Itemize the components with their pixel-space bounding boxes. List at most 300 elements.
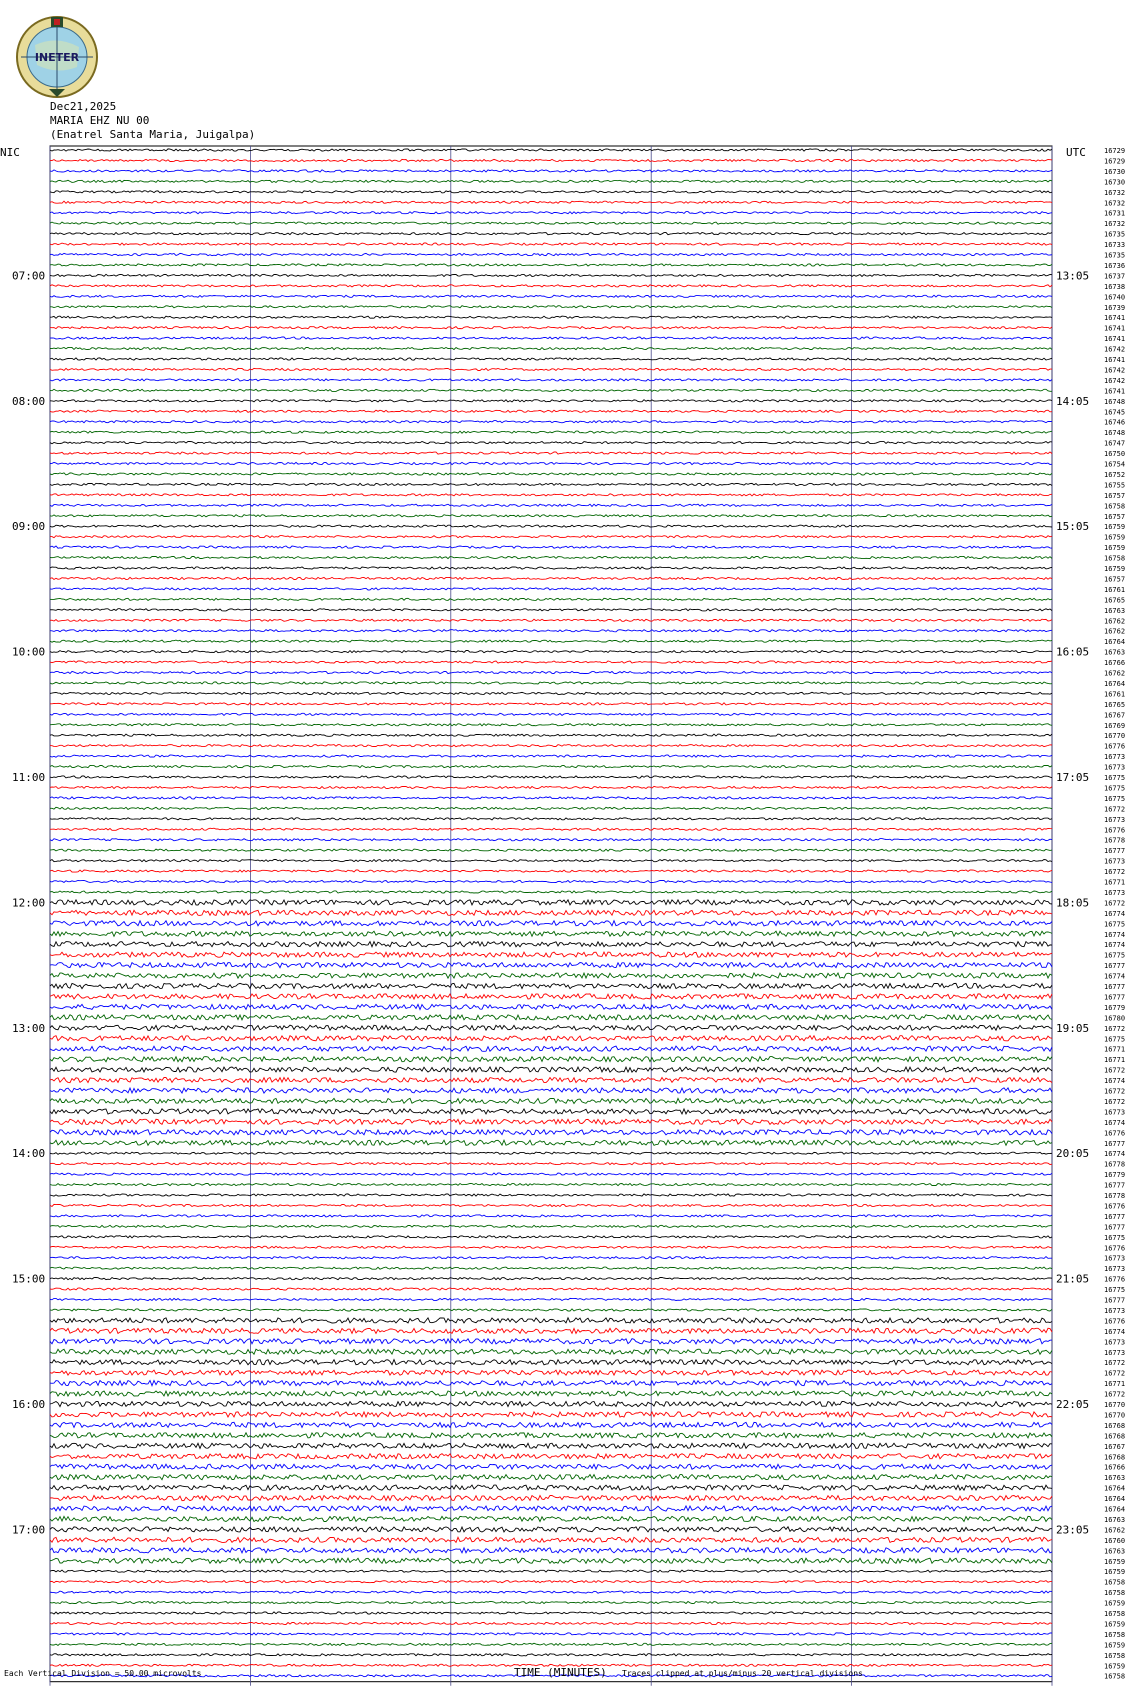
trace-line xyxy=(50,1516,1052,1521)
trace-right-label: 16741 xyxy=(1104,324,1126,333)
trace-right-label: 16778 xyxy=(1104,836,1126,845)
trace-line xyxy=(50,1360,1052,1365)
trace-line xyxy=(50,745,1052,747)
trace-line xyxy=(50,724,1052,726)
trace-line xyxy=(50,807,1052,809)
trace-line xyxy=(50,661,1052,663)
station-name: MARIA EHZ NU 00 xyxy=(50,114,150,127)
left-hour-label: 08:00 xyxy=(12,394,46,408)
trace-right-label: 16765 xyxy=(1104,596,1126,605)
trace-line xyxy=(50,1246,1052,1248)
trace-line xyxy=(50,1204,1052,1206)
trace-line xyxy=(50,483,1052,485)
trace-right-label: 16731 xyxy=(1104,209,1126,218)
trace-line xyxy=(50,525,1052,527)
trace-right-label: 16759 xyxy=(1104,1662,1126,1671)
trace-right-label: 16733 xyxy=(1104,241,1126,250)
trace-line xyxy=(50,1454,1052,1459)
trace-right-label: 16764 xyxy=(1104,1495,1126,1504)
trace-right-label: 16741 xyxy=(1104,335,1126,344)
trace-right-label: 16758 xyxy=(1104,1578,1126,1587)
trace-line xyxy=(50,358,1052,360)
trace-right-label: 16740 xyxy=(1104,293,1126,302)
logo-text: INETER xyxy=(35,51,80,64)
chart-date: Dec21,2025 xyxy=(50,100,117,113)
trace-right-label: 16758 xyxy=(1104,554,1126,563)
trace-line xyxy=(50,1078,1052,1083)
trace-right-label: 16759 xyxy=(1104,544,1126,553)
trace-right-label: 16774 xyxy=(1104,941,1126,950)
trace-right-label: 16777 xyxy=(1104,983,1126,991)
trace-right-label: 16771 xyxy=(1104,878,1126,887)
trace-right-label: 16777 xyxy=(1104,962,1126,971)
trace-right-label: 16775 xyxy=(1104,794,1126,803)
trace-line xyxy=(50,379,1052,381)
trace-right-label: 16758 xyxy=(1104,1589,1126,1598)
left-hour-label: 14:00 xyxy=(12,1147,46,1161)
trace-line xyxy=(50,494,1052,496)
right-hour-label: 17:05 xyxy=(1056,771,1090,784)
left-hour-label: 13:00 xyxy=(12,1021,46,1035)
plot-frame xyxy=(50,146,1052,1682)
trace-right-label: 16735 xyxy=(1104,230,1126,239)
trace-right-label: 16777 xyxy=(1104,1212,1126,1221)
trace-right-label: 16766 xyxy=(1104,659,1126,668)
trace-line xyxy=(50,1225,1052,1227)
trace-line xyxy=(50,1591,1052,1593)
right-hour-label: 13:05 xyxy=(1056,269,1090,283)
right-hour-label: 20:05 xyxy=(1056,1147,1090,1161)
trace-line xyxy=(50,849,1052,851)
trace-right-label: 16772 xyxy=(1104,805,1126,814)
trace-right-label: 16759 xyxy=(1104,1641,1126,1650)
trace-line xyxy=(50,1152,1052,1154)
trace-right-label: 16773 xyxy=(1104,815,1126,824)
trace-right-label: 16762 xyxy=(1104,617,1126,626)
trace-right-label: 16774 xyxy=(1104,1150,1126,1159)
trace-right-label: 16763 xyxy=(1104,1515,1126,1524)
trace-line xyxy=(50,442,1052,444)
trace-line xyxy=(50,755,1052,757)
trace-line xyxy=(50,243,1052,245)
trace-line xyxy=(50,1119,1052,1124)
trace-line xyxy=(50,1570,1052,1572)
trace-right-label: 16739 xyxy=(1104,303,1126,312)
trace-right-label: 16757 xyxy=(1104,512,1126,521)
trace-line xyxy=(50,952,1052,957)
trace-right-label: 16774 xyxy=(1104,909,1126,918)
left-hour-label: 15:00 xyxy=(12,1272,46,1286)
time-grid xyxy=(50,146,1052,1686)
left-hour-label: 07:00 xyxy=(12,269,46,283)
right-hour-label: 15:05 xyxy=(1056,520,1090,534)
trace-line xyxy=(50,1288,1052,1290)
trace-right-label: 16773 xyxy=(1104,1265,1126,1274)
trace-line xyxy=(50,1622,1052,1624)
trace-line xyxy=(50,233,1052,235)
trace-line xyxy=(50,1184,1052,1186)
trace-right-label: 16770 xyxy=(1104,732,1126,741)
trace-right-label: 16760 xyxy=(1104,1536,1126,1545)
trace-line xyxy=(50,973,1052,978)
trace-line xyxy=(50,598,1052,600)
trace-line xyxy=(50,839,1052,841)
trace-line xyxy=(50,1381,1052,1386)
trace-right-label: 16776 xyxy=(1104,1317,1126,1326)
trace-line xyxy=(50,170,1052,172)
trace-line xyxy=(50,149,1052,151)
trace-line xyxy=(50,797,1052,799)
trace-right-label: 16759 xyxy=(1104,533,1126,542)
trace-right-label: 16772 xyxy=(1104,1359,1126,1368)
trace-right-label: 16776 xyxy=(1104,1244,1126,1253)
trace-right-label: 16759 xyxy=(1104,523,1126,532)
trace-line xyxy=(50,818,1052,820)
trace-right-label: 16763 xyxy=(1104,1474,1126,1483)
right-hour-label: 16:05 xyxy=(1056,645,1090,659)
trace-right-label: 16772 xyxy=(1104,1369,1126,1378)
trace-line xyxy=(50,1464,1052,1469)
trace-line xyxy=(50,536,1052,538)
trace-line xyxy=(50,431,1052,433)
trace-right-label: 16741 xyxy=(1104,314,1126,323)
trace-line xyxy=(50,1328,1052,1333)
trace-right-label: 16772 xyxy=(1104,1066,1126,1075)
trace-line xyxy=(50,994,1052,999)
trace-right-label: 16741 xyxy=(1104,387,1126,396)
trace-right-label: 16738 xyxy=(1104,282,1126,291)
trace-right-label: 16773 xyxy=(1104,753,1126,762)
trace-line xyxy=(50,1015,1052,1020)
trace-right-label: 16773 xyxy=(1104,1306,1126,1315)
trace-right-label: 16777 xyxy=(1104,1223,1126,1232)
trace-right-label: 16764 xyxy=(1104,679,1126,688)
left-hour-label: 10:00 xyxy=(12,645,46,659)
trace-line xyxy=(50,630,1052,632)
trace-right-label: 16759 xyxy=(1104,565,1126,573)
trace-right-label: 16772 xyxy=(1104,1087,1126,1096)
trace-right-label: 16772 xyxy=(1104,899,1126,908)
trace-right-label: 16779 xyxy=(1104,1003,1126,1012)
trace-right-label: 16778 xyxy=(1104,1160,1126,1169)
trace-right-label: 16766 xyxy=(1104,1463,1126,1472)
trace-right-label: 16773 xyxy=(1104,857,1126,866)
trace-line xyxy=(50,389,1052,391)
trace-right-label: 16754 xyxy=(1104,460,1126,469)
trace-right-label: 16735 xyxy=(1104,251,1126,260)
trace-right-label: 16773 xyxy=(1104,1348,1126,1357)
trace-line xyxy=(50,159,1052,161)
right-hour-label: 21:05 xyxy=(1056,1272,1090,1286)
trace-line xyxy=(50,828,1052,830)
trace-right-label: 16758 xyxy=(1104,1651,1126,1660)
trace-right-label: 16732 xyxy=(1104,188,1126,197)
trace-line xyxy=(50,1318,1052,1323)
right-axis-label: UTC xyxy=(1066,146,1086,159)
trace-right-label: 16777 xyxy=(1104,1181,1126,1190)
trace-right-label: 16770 xyxy=(1104,1411,1126,1420)
trace-right-label: 16773 xyxy=(1104,1254,1126,1263)
trace-line xyxy=(50,462,1052,464)
trace-right-label: 16772 xyxy=(1104,1024,1126,1033)
trace-right-label: 16775 xyxy=(1104,784,1126,793)
trace-right-label: 16761 xyxy=(1104,690,1126,699)
trace-right-label: 16773 xyxy=(1104,1108,1126,1117)
trace-line xyxy=(50,1267,1052,1269)
left-hour-label: 12:00 xyxy=(12,896,46,910)
trace-right-label: 16729 xyxy=(1104,147,1126,155)
right-hour-label: 18:05 xyxy=(1056,896,1090,910)
trace-right-label: 16736 xyxy=(1104,261,1126,270)
trace-line xyxy=(50,274,1052,276)
trace-line xyxy=(50,1370,1052,1375)
trace-right-label: 16759 xyxy=(1104,1568,1126,1577)
trace-line xyxy=(50,421,1052,423)
trace-line xyxy=(50,1278,1052,1280)
trace-line xyxy=(50,368,1052,370)
trace-line xyxy=(50,1025,1052,1030)
trace-right-label: 16750 xyxy=(1104,450,1126,459)
trace-right-label: 16748 xyxy=(1104,429,1126,438)
trace-right-label: 16741 xyxy=(1104,356,1126,364)
trace-line xyxy=(50,734,1052,736)
left-hour-label: 11:00 xyxy=(12,771,46,784)
trace-right-label: 16758 xyxy=(1104,1630,1126,1639)
trace-line xyxy=(50,306,1052,308)
trace-line xyxy=(50,557,1052,559)
trace-line xyxy=(50,1067,1052,1072)
trace-line xyxy=(50,452,1052,454)
vertical-division-note: Each Vertical Division = 50.00 microvolts xyxy=(4,1669,202,1678)
trace-line xyxy=(50,191,1052,193)
trace-line xyxy=(50,1654,1052,1656)
trace-right-label: 16742 xyxy=(1104,366,1126,375)
trace-right-label: 16772 xyxy=(1104,868,1126,877)
trace-line xyxy=(50,1046,1052,1051)
trace-right-label: 16776 xyxy=(1104,1275,1126,1284)
trace-right-label: 16764 xyxy=(1104,1484,1126,1493)
trace-right-label: 16763 xyxy=(1104,1547,1126,1556)
trace-line xyxy=(50,671,1052,673)
trace-right-label: 16762 xyxy=(1104,627,1126,636)
trace-line xyxy=(50,703,1052,705)
trace-line xyxy=(50,870,1052,872)
trace-line xyxy=(50,910,1052,915)
trace-line xyxy=(50,1496,1052,1501)
trace-right-label: 16763 xyxy=(1104,606,1126,615)
trace-line xyxy=(50,1581,1052,1583)
trace-right-label: 16732 xyxy=(1104,199,1126,208)
trace-line xyxy=(50,410,1052,412)
trace-right-label: 16774 xyxy=(1104,1118,1126,1127)
trace-right-label: 16775 xyxy=(1104,1286,1126,1295)
trace-line xyxy=(50,1443,1052,1448)
trace-line xyxy=(50,400,1052,402)
trace-line xyxy=(50,546,1052,548)
trace-right-label: 16775 xyxy=(1104,951,1126,960)
trace-right-label: 16759 xyxy=(1104,1620,1126,1629)
right-hour-label: 14:05 xyxy=(1056,394,1090,408)
trace-right-label: 16775 xyxy=(1104,920,1126,929)
trace-line xyxy=(50,1475,1052,1480)
trace-right-label: 16777 xyxy=(1104,1296,1126,1305)
trace-right-label: 16759 xyxy=(1104,1599,1126,1608)
trace-line xyxy=(50,295,1052,297)
trace-line xyxy=(50,880,1052,882)
trace-right-label: 16729 xyxy=(1104,157,1126,166)
trace-line xyxy=(50,348,1052,350)
trace-right-label: 16771 xyxy=(1104,1380,1126,1389)
trace-line xyxy=(50,1057,1052,1062)
trace-line xyxy=(50,577,1052,579)
left-hour-label: 16:00 xyxy=(12,1398,46,1411)
trace-right-label: 16737 xyxy=(1104,272,1126,281)
trace-right-label: 16730 xyxy=(1104,167,1126,176)
trace-line xyxy=(50,1339,1052,1344)
trace-right-label: 16776 xyxy=(1104,826,1126,835)
trace-line xyxy=(50,1433,1052,1438)
trace-right-label: 16777 xyxy=(1104,847,1126,856)
trace-right-label: 16772 xyxy=(1104,1097,1126,1106)
trace-line xyxy=(50,682,1052,684)
trace-right-label: 16759 xyxy=(1104,1557,1126,1566)
trace-line xyxy=(50,1004,1052,1009)
trace-right-label: 16758 xyxy=(1104,1672,1126,1681)
trace-line xyxy=(50,1527,1052,1532)
trace-line xyxy=(50,1602,1052,1604)
trace-right-label: 16768 xyxy=(1104,1453,1126,1462)
trace-right-label: 16757 xyxy=(1104,491,1126,500)
trace-line xyxy=(50,1612,1052,1614)
trace-line xyxy=(50,253,1052,255)
trace-right-label: 16780 xyxy=(1104,1014,1126,1023)
trace-right-label: 16758 xyxy=(1104,1610,1126,1618)
trace-line xyxy=(50,504,1052,506)
trace-line xyxy=(50,1548,1052,1553)
trace-line xyxy=(50,963,1052,968)
trace-line xyxy=(50,1391,1052,1396)
trace-line xyxy=(50,1643,1052,1645)
trace-line xyxy=(50,1088,1052,1093)
trace-line xyxy=(50,201,1052,203)
trace-line xyxy=(50,180,1052,182)
trace-line xyxy=(50,651,1052,653)
trace-line xyxy=(50,1298,1052,1300)
trace-line xyxy=(50,222,1052,224)
trace-right-label: 16773 xyxy=(1104,1338,1126,1347)
trace-line xyxy=(50,1215,1052,1217)
trace-line xyxy=(50,786,1052,788)
trace-right-label: 16768 xyxy=(1104,1432,1126,1441)
trace-line xyxy=(50,1236,1052,1238)
trace-right-label: 16758 xyxy=(1104,502,1126,511)
trace-right-label: 16742 xyxy=(1104,376,1126,385)
trace-right-label: 16768 xyxy=(1104,1421,1126,1430)
trace-right-label: 16775 xyxy=(1104,1233,1126,1242)
trace-right-label: 16769 xyxy=(1104,721,1126,730)
trace-line xyxy=(50,640,1052,642)
trace-line xyxy=(50,1349,1052,1354)
trace-right-label: 16755 xyxy=(1104,481,1126,490)
trace-right-label: 16773 xyxy=(1104,763,1126,772)
trace-line xyxy=(50,285,1052,287)
trace-line xyxy=(50,327,1052,329)
right-hour-label: 22:05 xyxy=(1056,1398,1090,1411)
trace-line xyxy=(50,1412,1052,1417)
trace-right-label: 16776 xyxy=(1104,1202,1126,1211)
trace-right-label: 16730 xyxy=(1104,178,1126,187)
left-hour-label: 17:00 xyxy=(12,1523,46,1537)
trace-line xyxy=(50,1194,1052,1196)
trace-right-label: 16742 xyxy=(1104,345,1126,354)
trace-line xyxy=(50,316,1052,318)
trace-line xyxy=(50,1140,1052,1145)
trace-line xyxy=(50,619,1052,621)
trace-line xyxy=(50,515,1052,517)
right-hour-label: 23:05 xyxy=(1056,1523,1090,1537)
trace-series xyxy=(50,149,1052,1677)
trace-right-label: 16745 xyxy=(1104,408,1126,417)
trace-right-label: 16747 xyxy=(1104,439,1126,448)
trace-right-label: 16774 xyxy=(1104,972,1126,981)
trace-line xyxy=(50,1098,1052,1103)
trace-line xyxy=(50,776,1052,778)
trace-right-label: 16773 xyxy=(1104,888,1126,897)
trace-line xyxy=(50,1422,1052,1427)
trace-right-label: 16767 xyxy=(1104,711,1126,720)
trace-right-label: 16764 xyxy=(1104,638,1126,647)
trace-line xyxy=(50,713,1052,715)
trace-line xyxy=(50,212,1052,214)
left-axis-label: NIC xyxy=(0,146,20,159)
trace-line xyxy=(50,567,1052,569)
trace-right-label: 16774 xyxy=(1104,930,1126,939)
trace-line xyxy=(50,264,1052,266)
trace-right-label: 16761 xyxy=(1104,585,1126,594)
trace-line xyxy=(50,931,1052,936)
trace-right-label: 16748 xyxy=(1104,397,1126,406)
trace-line xyxy=(50,1036,1052,1041)
clip-note: Traces clipped at plus/minus 20 vertical divisions xyxy=(622,1669,863,1678)
trace-line xyxy=(50,1558,1052,1563)
trace-line xyxy=(50,1506,1052,1511)
trace-right-label: 16770 xyxy=(1104,1401,1126,1409)
trace-right-label: 16767 xyxy=(1104,1442,1126,1451)
trace-right-label: 16777 xyxy=(1104,993,1126,1002)
left-hour-label: 09:00 xyxy=(12,520,46,534)
trace-line xyxy=(50,692,1052,694)
trace-line xyxy=(50,1109,1052,1114)
trace-right-label: 16757 xyxy=(1104,575,1126,584)
trace-line xyxy=(50,609,1052,611)
trace-right-label: 16775 xyxy=(1104,774,1126,782)
trace-right-label: 16752 xyxy=(1104,470,1126,479)
trace-line xyxy=(50,1401,1052,1406)
trace-line xyxy=(50,1309,1052,1311)
trace-right-label: 16776 xyxy=(1104,1129,1126,1138)
trace-line xyxy=(50,891,1052,893)
trace-line xyxy=(50,1537,1052,1542)
trace-line xyxy=(50,1485,1052,1490)
trace-right-label: 16771 xyxy=(1104,1056,1126,1065)
trace-right-label: 16776 xyxy=(1104,742,1126,751)
x-axis-label: TIME (MINUTES) xyxy=(514,1666,607,1679)
trace-line xyxy=(50,1163,1052,1165)
trace-line xyxy=(50,337,1052,339)
trace-line xyxy=(50,766,1052,768)
trace-right-label: 16771 xyxy=(1104,1045,1126,1054)
trace-right-label: 16732 xyxy=(1104,220,1126,229)
